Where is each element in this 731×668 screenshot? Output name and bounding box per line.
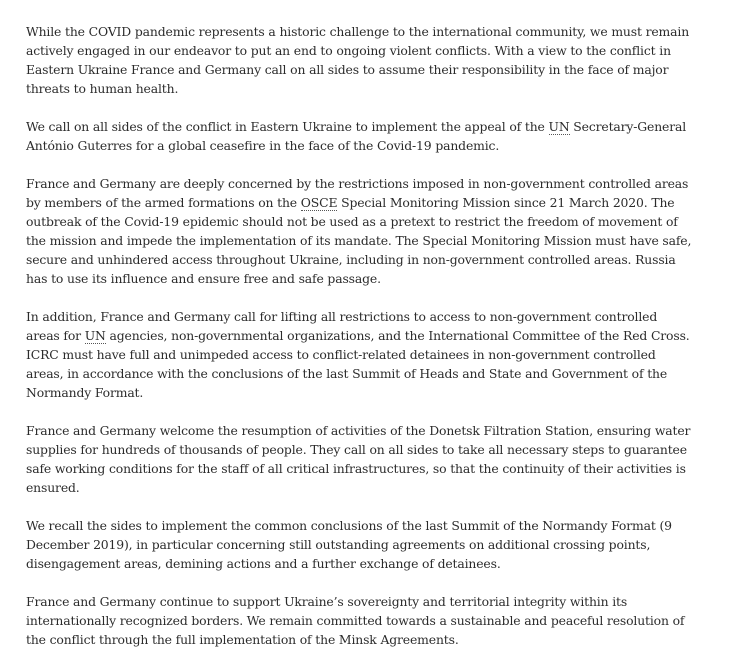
paragraph-text: France and Germany are deeply concerned by the restrictions imposed in non-government controlled areas by members of the armed formations on the (26, 176, 689, 210)
abbr-un: UN (84, 328, 106, 343)
paragraph-text: agencies, non-governmental organizations, and the International Committee of the Red Cross. ICRC must have full and unimpeded access to conflict-related detainees in non-government controlled areas, in accordance with the conclusions of the last Summit of Heads and State and Government of the Normandy Format. (26, 328, 690, 400)
abbr-un: UN (548, 119, 570, 134)
abbr-osce: OSCE (300, 195, 338, 210)
paragraph-normandy-conclusions: We recall the sides to implement the common conclusions of the last Summit of the Normandy Format (9 December 2019), in particular concerning still outstanding agreements on additional crossing points, disengagement areas, demining actions and a further exchange of detainees. (26, 518, 672, 571)
paragraph-ceasefire-appeal (26, 117, 694, 155)
paragraph-text: Secretary-General António Guterres for a global ceasefire in the face of the Covid-19 pandemic. (26, 119, 687, 153)
paragraph-text: Special Monitoring Mission since 21 March 2020. The outbreak of the Covid-19 epidemic should not be used as a pretext to restrict the freedom of movement of the mission and impede the implementation of its mandate. The Special Monitoring Mission must have safe, secure and unhindered access throughout Ukraine, including in non-government controlled areas. Russia has to use its influence and ensure free and safe passage. (26, 195, 692, 286)
paragraph-text: We call on all sides of the conflict in Eastern Ukraine to implement the appeal of the (26, 119, 549, 134)
paragraph-osce-restrictions (26, 174, 694, 288)
paragraph-donetsk-filtration: France and Germany welcome the resumption of activities of the Donetsk Filtration Station, ensuring water supplies for hundreds of thousands of people. They call on all sides to take all necessary steps to guarantee safe working conditions for the staff of all critical infrastructures, so that the continuity of their activities is ensured. (26, 423, 691, 495)
paragraph-sovereignty: France and Germany continue to support Ukraine’s sovereignty and territorial integrity within its internationally recognized borders. We remain committed towards a sustainable and peaceful resolution of the conflict through the full implementation of the Minsk Agreements. (26, 594, 685, 647)
paragraph-covid-challenge: While the COVID pandemic represents a historic challenge to the international community, we must remain actively engaged in our endeavor to put an end to ongoing violent conflicts. With a view to the conflict in Eastern Ukraine France and Germany call on all sides to assume their responsibility in the face of major threats to human health. (26, 24, 690, 96)
article-body (26, 22, 694, 668)
paragraph-text: In addition, France and Germany call for lifting all restrictions to access to non-government controlled areas for (26, 309, 658, 343)
paragraph-access-restrictions (26, 307, 694, 402)
